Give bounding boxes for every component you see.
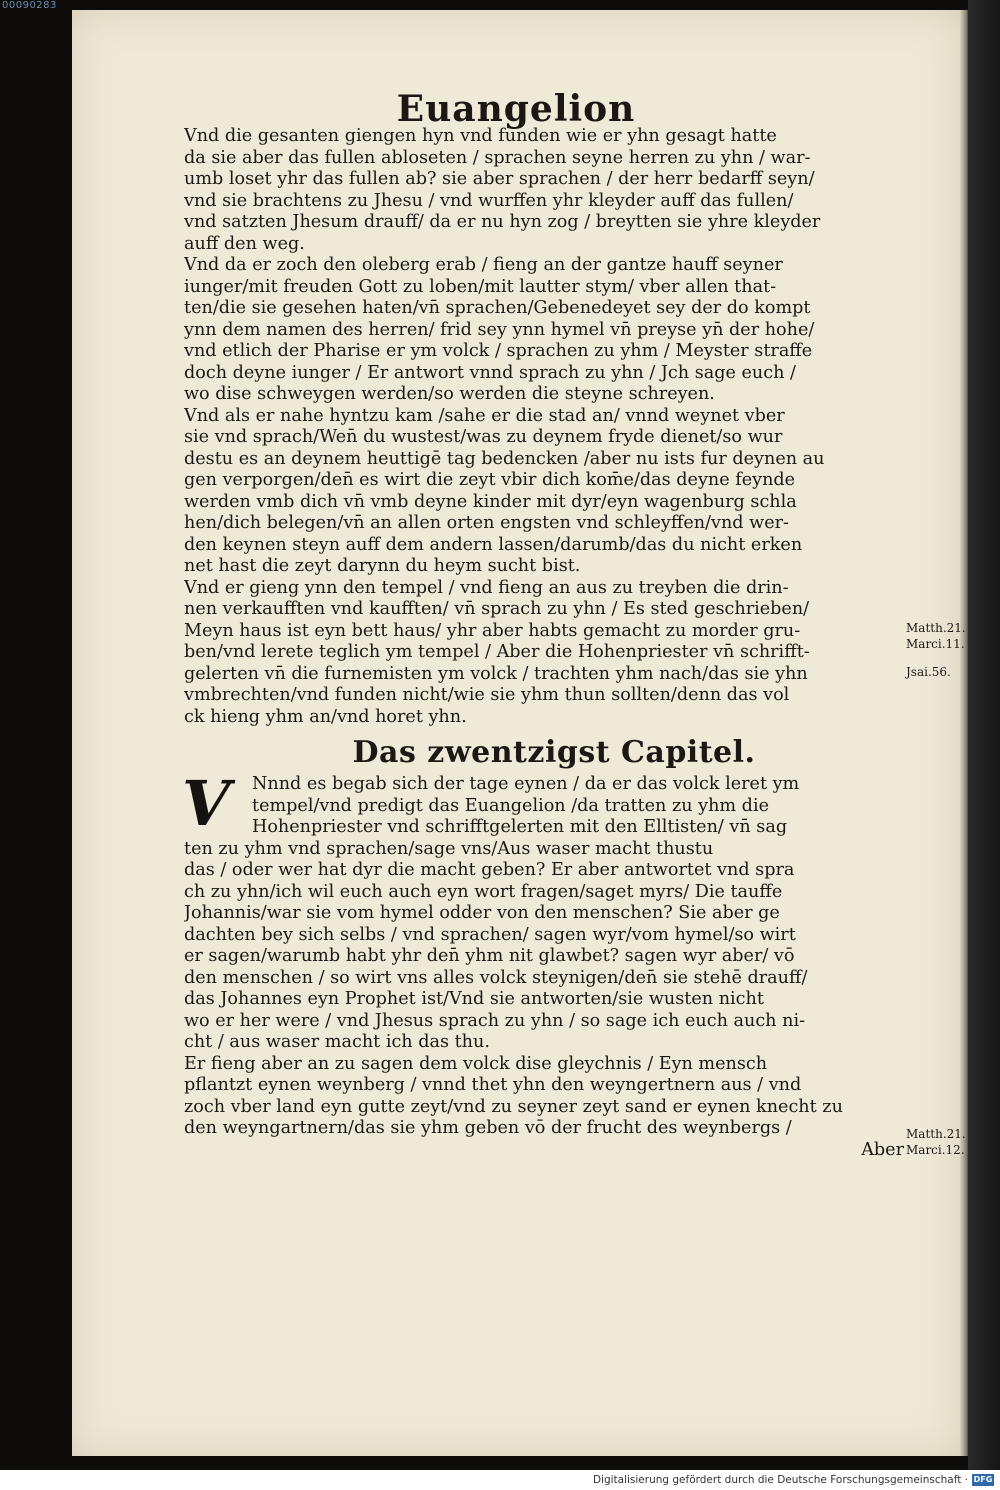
text-line: gelerten vn̄ die furnemisten ym volck / trachten yhm nach/das sie yhn bbox=[184, 663, 808, 684]
text-line: das Johannes eyn Prophet ist/Vnd sie antworten/sie wusten nicht bbox=[184, 989, 764, 1009]
text-line: vnd satzten Jhesum drauff/ da er nu hyn zog / breytten sie yhre kleyder bbox=[184, 212, 821, 232]
margin-note: Marci.12. bbox=[906, 1143, 965, 1157]
text-line: sie vnd sprach/Wen̄ du wustest/was zu deynem fryde dienet/so wur bbox=[184, 427, 783, 447]
text-line: iunger/mit freuden Gott zu loben/mit lautter stym/ vber allen that- bbox=[184, 276, 777, 297]
text-line: Vnd die gesanten giengen hyn vnd funden wie er yhn gesagt hatte bbox=[184, 126, 777, 146]
text-line: zoch vber land eyn gutte zeyt/vnd zu seyner zeyt sand er eynen knecht zu bbox=[184, 1096, 843, 1117]
text-line: den keynen steyn auff dem andern lassen/darumb/das du nicht erken bbox=[184, 534, 803, 555]
text-line: da sie aber das fullen abloseten / sprachen seyne herren zu yhn / war- bbox=[184, 147, 811, 168]
text-line: Meyn haus ist eyn bett haus/ yhr aber habts gemacht zu morder gru- bbox=[184, 620, 801, 641]
chapter-heading: Das zwentzigst Capitel. bbox=[352, 735, 756, 770]
dfg-logo: DFG bbox=[973, 1475, 993, 1484]
text-line: cht / aus waser macht ich das thu. bbox=[184, 1032, 490, 1052]
text-line: werden vmb dich vn̄ vmb deyne kinder mit dyr/eyn wagenburg schla bbox=[184, 491, 797, 512]
running-title: Euangelion bbox=[396, 88, 636, 130]
book-binding bbox=[968, 0, 1000, 1470]
text-line: vnd sie brachtens zu Jhesu / vnd wurffen yhr kleyder auff das fullen/ bbox=[184, 190, 794, 211]
text-line: Er fieng aber an zu sagen dem volck dise gleychnis / Eyn mensch bbox=[184, 1053, 768, 1074]
text-line: dachten bey sich selbs / vnd sprachen/ sagen wyr/vom hymel/so wirt bbox=[184, 924, 796, 945]
text-line: Nnnd es begab sich der tage eynen / da er das volck leret ym bbox=[252, 774, 800, 794]
text-line: ck hieng yhm an/vnd horet yhn. bbox=[184, 706, 467, 727]
text-line: wo er her were / vnd Jhesus sprach zu yhn / so sage ich euch auch ni- bbox=[184, 1010, 806, 1031]
text-line: ch zu yhn/ich wil euch auch eyn wort fragen/saget myrs/ Die tauffe bbox=[184, 881, 783, 902]
text-line: hen/dich belegen/vn̄ an allen orten engsten vnd schleyffen/vnd wer- bbox=[184, 513, 789, 533]
text-line: wo dise schweygen werden/so werden die steyne schreyen. bbox=[184, 384, 715, 404]
text-line: Hohenpriester vnd schrifftgelerten mit den Elltisten/ vn̄ sag bbox=[252, 817, 788, 837]
text-line: er sagen/warumb habt yhr den̄ yhm nit glawbet? sagen wyr aber/ vō bbox=[184, 946, 795, 966]
text-line: ben/vnd lerete teglich ym tempel / Aber die Hohenpriester vn̄ schrifft- bbox=[184, 642, 810, 662]
text-block-second bbox=[181, 767, 904, 1140]
scan-id-label: 00090283 bbox=[2, 0, 57, 11]
text-line: vmbrechten/vnd funden nicht/wie sie yhm thun sollten/denn das vol bbox=[184, 685, 790, 705]
text-line: das / oder wer hat dyr die macht geben? Er aber antwortet vnd spra bbox=[184, 860, 795, 880]
page-body-text bbox=[181, 126, 904, 1164]
text-line: Johannis/war sie vom hymel odder von den menschen? Sie aber ge bbox=[184, 903, 780, 923]
margin-note-group-1 bbox=[906, 620, 966, 680]
text-line: doch deyne iunger / Er antwort vnnd sprach zu yhn / Jch sage euch / bbox=[184, 362, 796, 383]
margin-note: Jsai.56. bbox=[906, 665, 951, 679]
text-line: gen verporgen/den̄ es wirt die zeyt vbir dich kom̄e/das deyne feynde bbox=[184, 470, 796, 490]
text-line: den menschen / so wirt vns alles volck steynigen/den̄ sie stehē drauff/ bbox=[184, 967, 808, 988]
text-line: Vnd er gieng ynn den tempel / vnd fieng an aus zu treyben die drin- bbox=[184, 577, 789, 598]
footer-bar bbox=[0, 1470, 1000, 1490]
text-line: ten zu yhm vnd sprachen/sage vns/Aus waser macht thustu bbox=[184, 838, 714, 859]
text-line: ynn dem namen des herren/ frid sey ynn hymel vn̄ preyse yn̄ der hohe/ bbox=[184, 319, 815, 340]
text-block-first bbox=[184, 126, 904, 728]
text-line: den weyngartnern/das sie yhm geben vō der frucht des weynbergs / bbox=[184, 1118, 792, 1138]
text-line: umb loset yhr das fullen ab? sie aber sprachen / der herr bedarff seyn/ bbox=[184, 169, 815, 189]
drop-cap-initial: V bbox=[181, 767, 231, 841]
text-line: ten/die sie gesehen haten/vn̄ sprachen/Gebenedeyet sey der do kompt bbox=[184, 298, 811, 318]
text-line: Vnd da er zoch den oleberg erab / fieng an der gantze hauff seyner bbox=[184, 255, 783, 275]
text-line: pflantzt eynen weynberg / vnnd thet yhn den weyngertnern aus / vnd bbox=[184, 1075, 802, 1095]
footer-credit: Digitalisierung gefördert durch die Deutsche Forschungsgemeinschaft · bbox=[592, 1474, 968, 1486]
text-line: auff den weg. bbox=[184, 233, 305, 254]
text-line: net hast die zeyt darynn du heym sucht bist. bbox=[184, 556, 581, 576]
text-line: vnd etlich der Pharise er ym volck / sprachen zu yhm / Meyster straffe bbox=[184, 341, 813, 361]
margin-note: Matth.21. bbox=[906, 621, 966, 635]
text-line: nen verkaufften vnd kaufften/ vn̄ sprach zu yhn / Es sted geschrieben/ bbox=[184, 599, 810, 619]
margin-note: Marci.11. bbox=[906, 637, 965, 651]
margin-note-group-2 bbox=[906, 1126, 966, 1158]
text-line: destu es an deynem heuttigē tag bedencken /aber nu ists fur deynen au bbox=[184, 448, 825, 469]
margin-note: Matth.21. bbox=[906, 1127, 966, 1141]
text-line: Vnd als er nahe hyntzu kam /sahe er die stad an/ vnnd weynet vber bbox=[184, 405, 785, 426]
text-line: tempel/vnd predigt das Euangelion /da tratten zu yhm die bbox=[252, 795, 769, 816]
catchword: Aber bbox=[861, 1139, 904, 1160]
